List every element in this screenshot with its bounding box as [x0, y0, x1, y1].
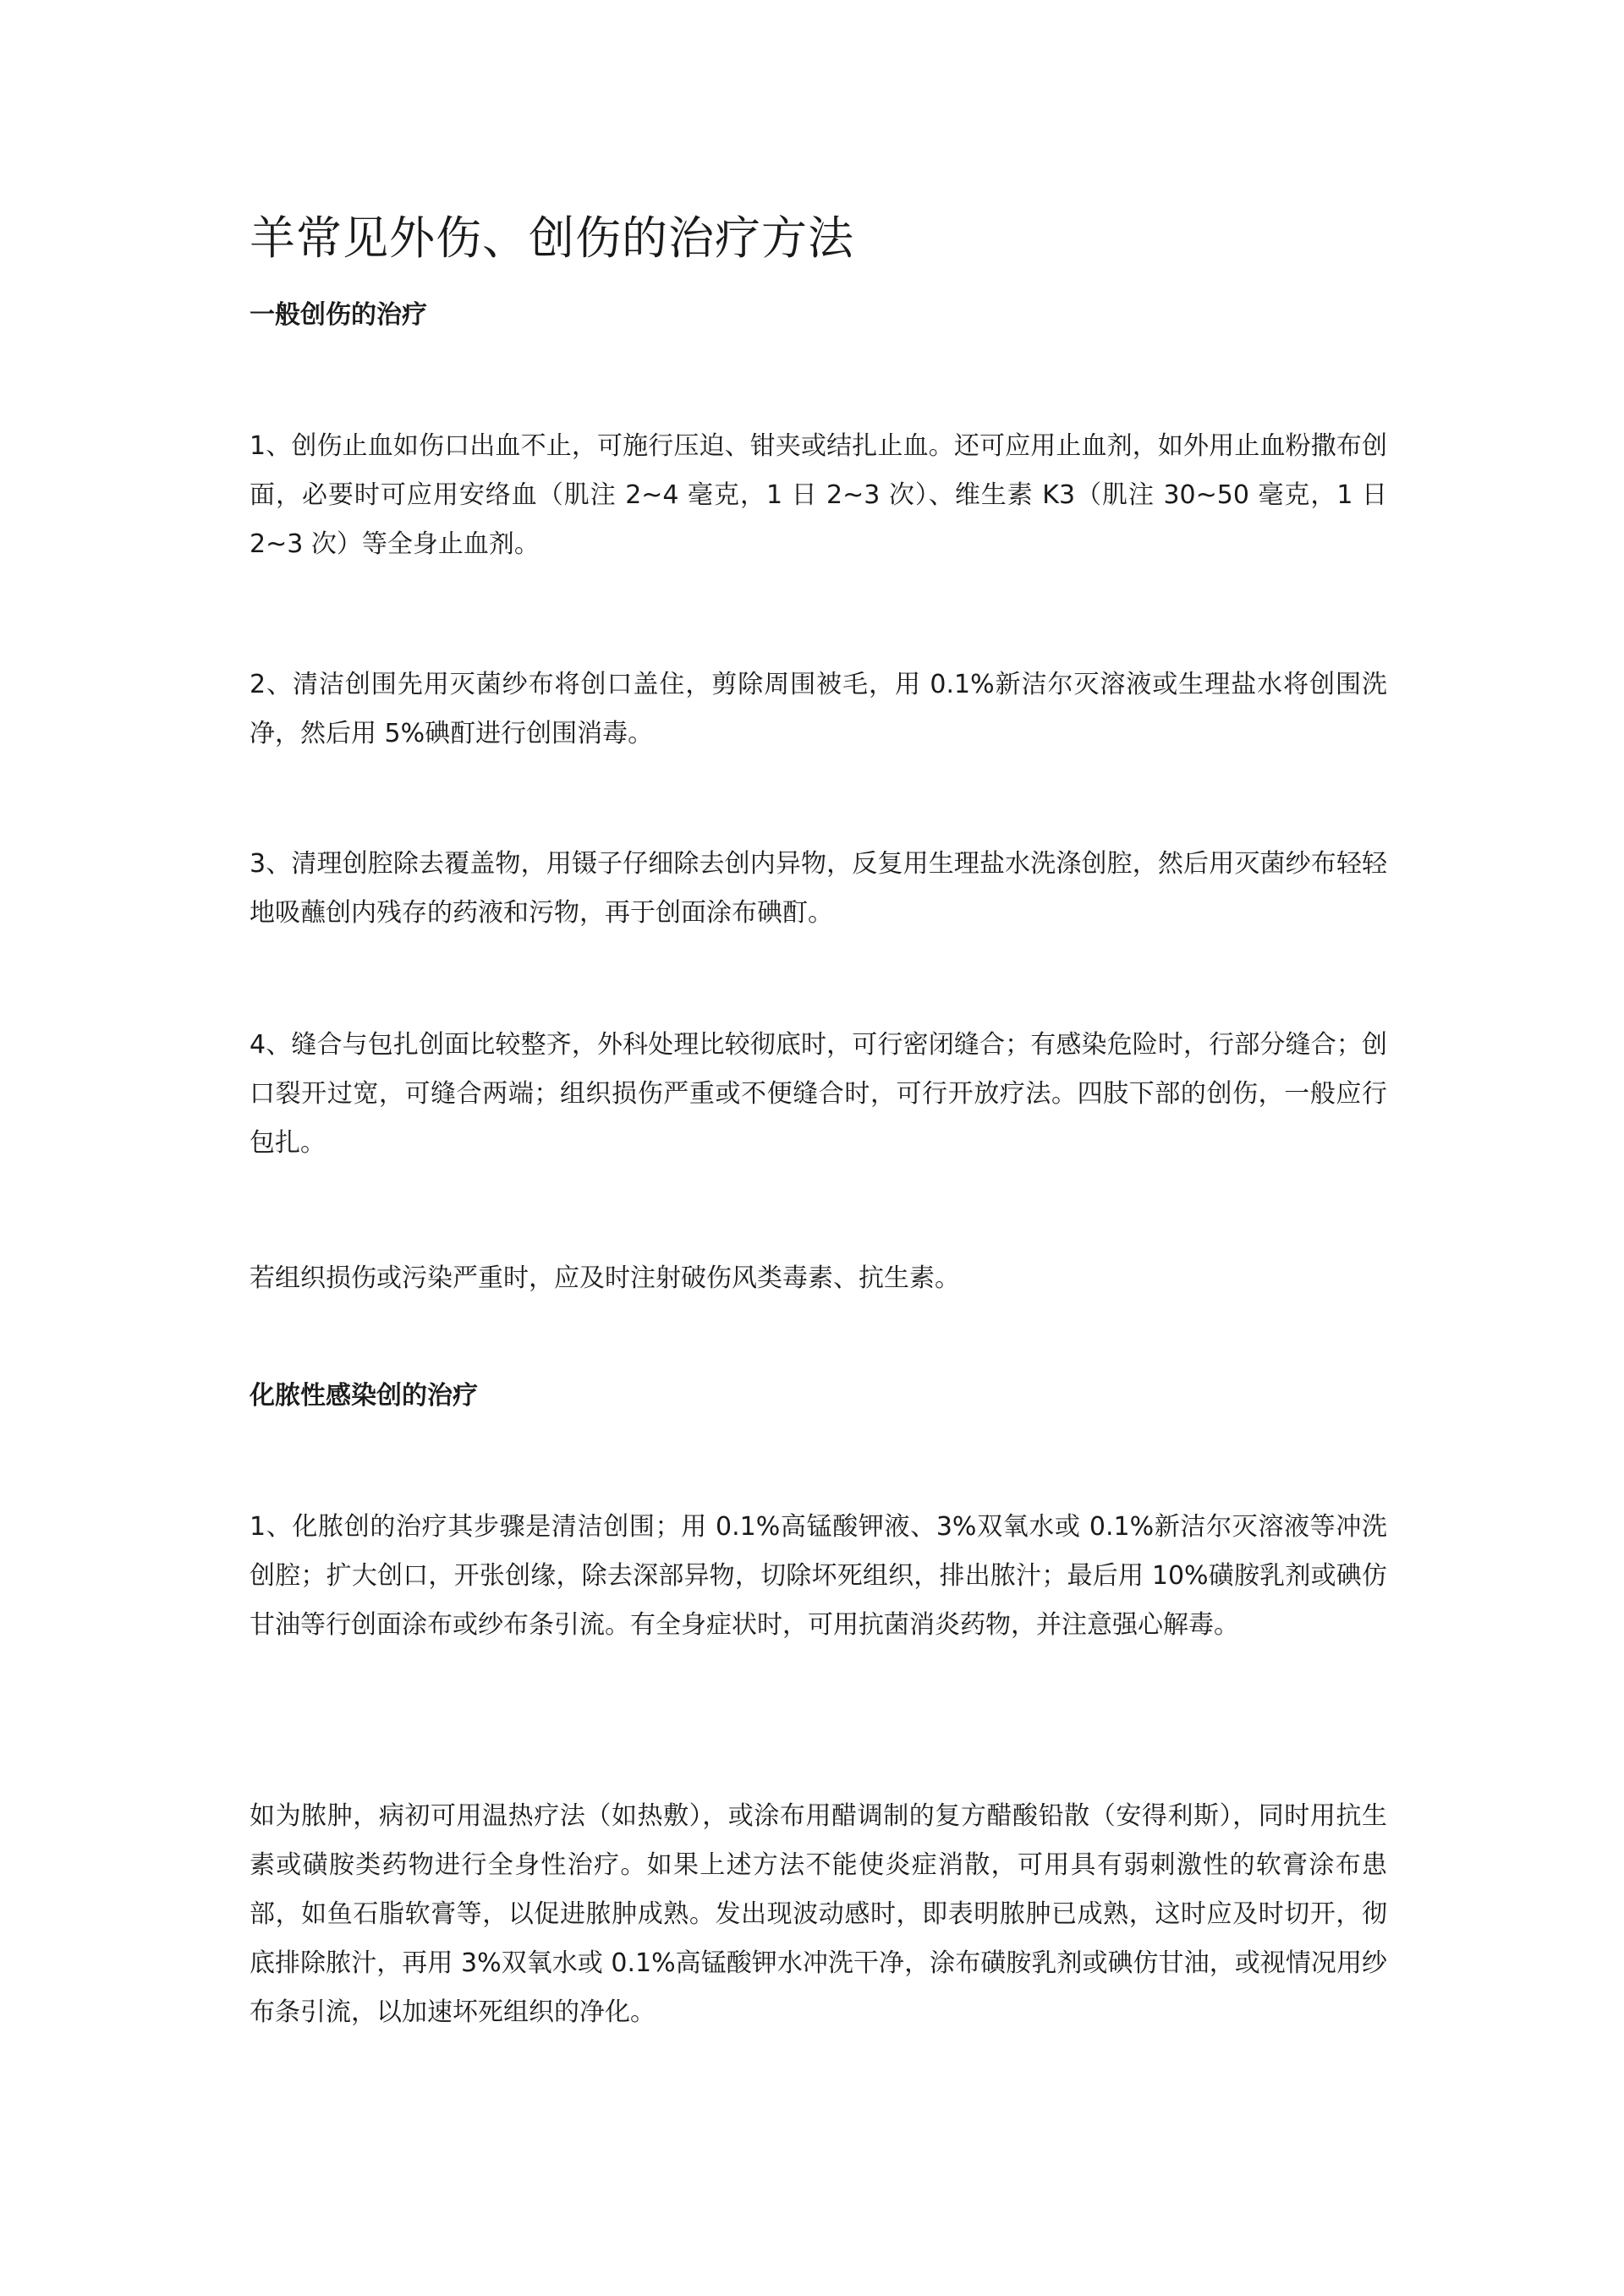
section-heading-purulent-wound: 化脓性感染创的治疗: [250, 1381, 478, 1411]
section-heading-general-wound: 一般创伤的治疗: [250, 300, 427, 330]
paragraph-abscess-treatment: 如为脓肿，病初可用温热疗法（如热敷），或涂布用醋调制的复方醋酸铅散（安得利斯），同时用抗生素或磺胺类药物进行全身性治疗。如果上述方法不能使炎症消散，可用具有弱刺激性的软膏涂布患部，如鱼石脂软膏等，以促进脓肿成熟。发出现波动感时，即表明脓肿已成熟，这时应及时切开，彻底排除脓汁，再用 3%双氧水或 0.1%高锰酸钾水冲洗干净，涂布磺胺乳剂或碘仿甘油，或视情况用纱布条引流，以加速坏死组织的净化。: [250, 1801, 1387, 2027]
paragraph-suture-bandage: 4、缝合与包扎创面比较整齐，外科处理比较彻底时，可行密闭缝合；有感染危险时，行部分缝合；创口裂开过宽，可缝合两端；组织损伤严重或不便缝合时，可行开放疗法。四肢下部的创伤，一般应行包扎。: [250, 1030, 1387, 1158]
paragraph-clean-wound-cavity: 3、清理创腔除去覆盖物，用镊子仔细除去创内异物，反复用生理盐水洗涤创腔，然后用灭菌纱布轻轻地吸蘸创内残存的药液和污物，再于创面涂布碘酊。: [250, 849, 1387, 928]
paragraph-hemostasis: 1、创伤止血如伤口出血不止，可施行压迫、钳夹或结扎止血。还可应用止血剂，如外用止血粉撒布创面，必要时可应用安络血（肌注 2~4 毫克，1 日 2~3 次）、维生素 K3（肌注 30~50 毫克，1 日 2~3 次）等全身止血剂。: [250, 431, 1387, 559]
paragraph-purulent-treatment: 1、化脓创的治疗其步骤是清洁创围；用 0.1%高锰酸钾液、3%双氧水或 0.1%新洁尔灭溶液等冲洗创腔；扩大创口，开张创缘，除去深部异物，切除坏死组织，排出脓汁；最后用 10%磺胺乳剂或碘仿甘油等行创面涂布或纱布条引流。有全身症状时，可用抗菌消炎药物，并注意强心解毒。: [250, 1512, 1387, 1640]
paragraph-tetanus-note: 若组织损伤或污染严重时，应及时注射破伤风类毒素、抗生素。: [250, 1263, 960, 1293]
paragraph-clean-wound-area: 2、清洁创围先用灭菌纱布将创口盖住，剪除周围被毛，用 0.1%新洁尔灭溶液或生理盐水将创围洗净，然后用 5%碘酊进行创围消毒。: [250, 670, 1387, 748]
document-title: 羊常见外伤、创伤的治疗方法: [250, 211, 854, 265]
document-page: [250, 0, 1387, 2296]
